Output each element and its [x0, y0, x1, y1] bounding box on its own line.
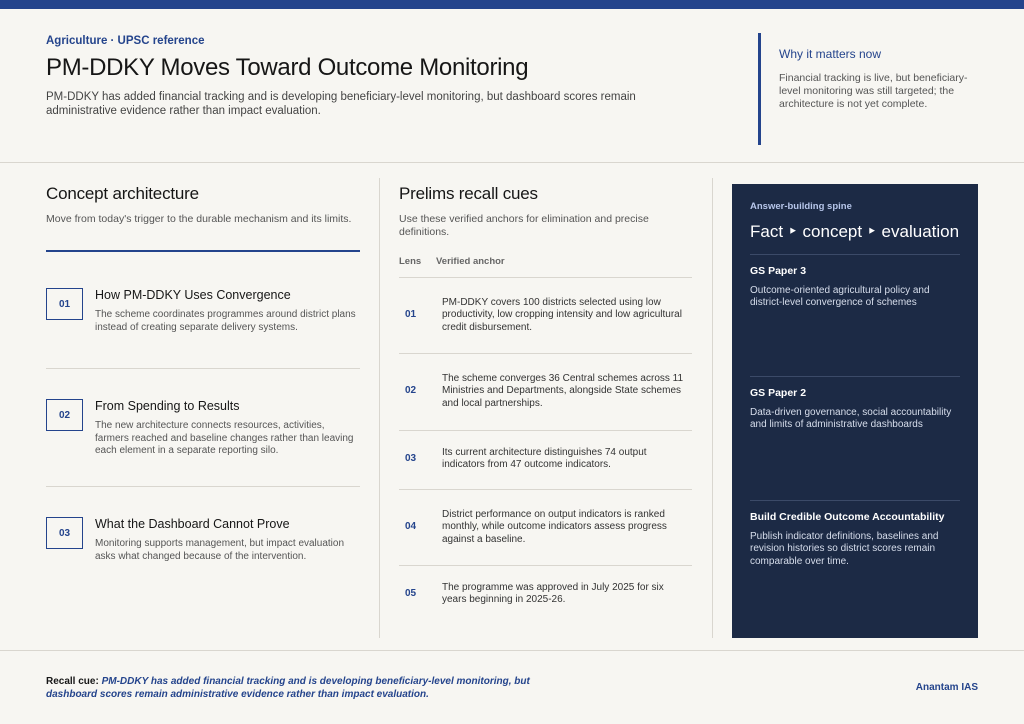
table-row	[399, 565, 692, 632]
why-title: Why it matters now	[779, 47, 882, 61]
row-anchor: The scheme converges 36 Central schemes across 11 Ministries and Departments, alongside State schemes and local partnerships.	[442, 373, 684, 409]
row-lens: 03	[405, 453, 417, 464]
prelims-section-desc: Use these verified anchors for elimination and precise definitions.	[399, 213, 649, 238]
spine-title: Fact ‣ concept ‣ evaluation	[750, 222, 960, 241]
section-rule	[46, 250, 360, 252]
row-lens: 02	[405, 385, 417, 396]
row-lens: 05	[405, 588, 417, 599]
recall-label: Recall cue:	[46, 676, 102, 687]
row-anchor: The programme was approved in July 2025 for six years beginning in 2025-26.	[442, 582, 664, 606]
why-text: Financial tracking is live, but beneficiary-level monitoring was still targeted; the architecture is not yet complete.	[779, 72, 968, 110]
spine-block-text: Outcome-oriented agricultural policy and district-level convergence of schemes	[750, 285, 930, 309]
spine-block-text: Data-driven governance, social accountability and limits of administrative dashboards	[750, 407, 952, 431]
concept-number: 02	[46, 399, 83, 431]
concept-title: What the Dashboard Cannot Prove	[95, 517, 290, 531]
row-anchor: District performance on output indicators is ranked monthly, while outcome indicators assess progress against a baseline.	[442, 509, 667, 545]
spine-kicker: Answer-building spine	[750, 201, 852, 212]
spine-block-title: GS Paper 3	[750, 265, 807, 277]
spine-block	[750, 500, 960, 568]
row-lens: 01	[405, 309, 417, 320]
concept-title: From Spending to Results	[95, 399, 240, 413]
row-lens: 04	[405, 521, 417, 532]
page-subtitle: PM-DDKY has added financial tracking and is developing beneficiary-level monitoring, but dashboard scores remain administrative evidence rather than impact evaluation.	[46, 91, 636, 117]
answer-building-spine-panel	[732, 184, 978, 638]
spine-block	[750, 376, 960, 432]
concept-number: 01	[46, 288, 83, 320]
concept-text: The new architecture connects resources, activities, farmers reached and baseline changes rather than leaving each element in a separate reporting silo.	[95, 420, 354, 456]
concept-architecture-section	[46, 184, 360, 562]
spine-block-text: Publish indicator definitions, baselines and revision histories so district scores remain comparable over time.	[750, 531, 939, 567]
anchor-column-header: Verified anchor	[436, 256, 505, 267]
concept-section-desc: Move from today's trigger to the durable mechanism and its limits.	[46, 213, 352, 225]
recall-text: PM-DDKY has added financial tracking and is developing beneficiary-level monitoring, but dashboard scores remain administrative evidence rather than impact evaluation.	[46, 676, 530, 700]
brand-name: Anantam IAS	[915, 682, 978, 693]
column-divider	[379, 178, 380, 638]
concept-number: 03	[46, 517, 83, 549]
spine-block-title: Build Credible Outcome Accountability	[750, 511, 945, 523]
page-footer	[0, 650, 1024, 724]
table-row	[399, 489, 692, 565]
page-title: PM-DDKY Moves Toward Outcome Monitoring	[46, 54, 529, 81]
page-header	[0, 9, 1024, 163]
category-kicker: Agriculture · UPSC reference	[46, 35, 205, 47]
prelims-recall-section	[399, 184, 692, 606]
concept-text: Monitoring supports management, but impact evaluation asks what changed because of the intervention.	[95, 538, 345, 562]
table-row	[399, 277, 692, 353]
divider	[46, 368, 360, 369]
concept-title: How PM-DDKY Uses Convergence	[95, 288, 291, 302]
spine-block	[750, 254, 960, 310]
lens-column-header: Lens	[399, 256, 422, 267]
spine-block-title: GS Paper 2	[750, 387, 807, 399]
column-divider	[712, 178, 713, 638]
row-anchor: PM-DDKY covers 100 districts selected using low productivity, low cropping intensity and low agricultural credit disbursement.	[442, 297, 682, 333]
why-it-matters-callout	[758, 33, 998, 145]
divider	[46, 486, 360, 487]
prelims-section-title: Prelims recall cues	[399, 184, 538, 203]
concept-section-title: Concept architecture	[46, 184, 199, 203]
table-row	[399, 353, 692, 430]
concept-text: The scheme coordinates programmes around district plans instead of creating separate delivery systems.	[95, 309, 356, 333]
recall-cue	[46, 676, 566, 701]
top-accent-bar	[0, 0, 1024, 9]
table-row	[399, 430, 692, 489]
row-anchor: Its current architecture distinguishes 74 output indicators from 47 outcome indicators.	[442, 447, 647, 471]
